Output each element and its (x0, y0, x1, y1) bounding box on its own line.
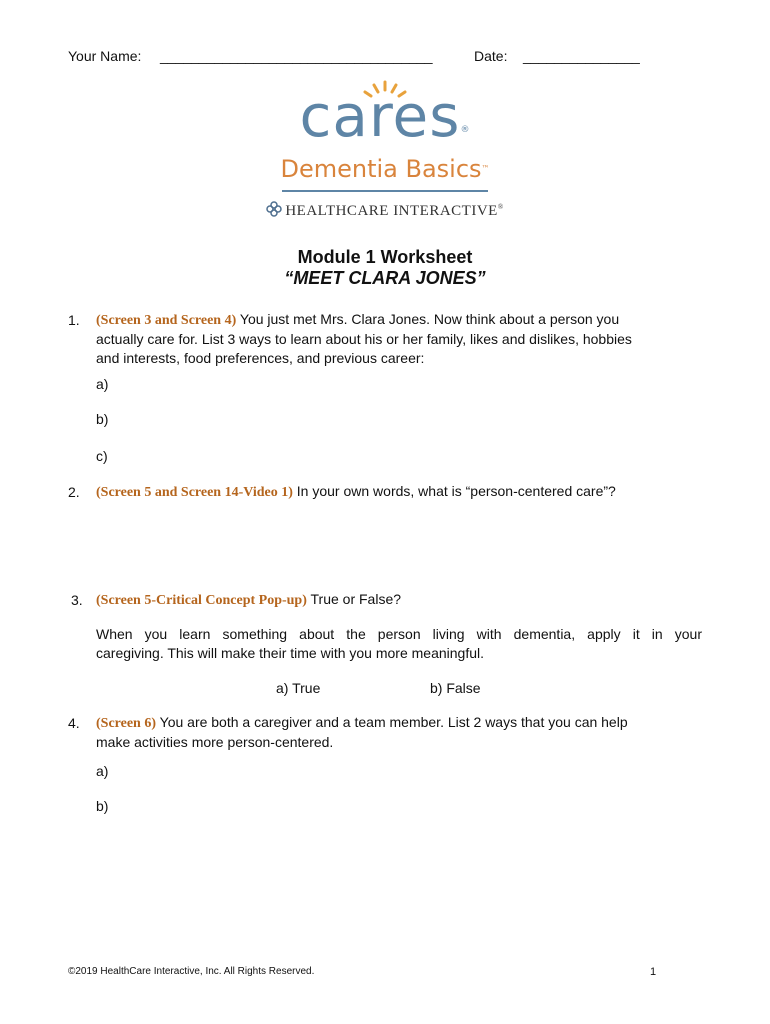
answer-option[interactable]: b) (96, 798, 109, 814)
question-4: (Screen 6) You are both a caregiver and a team member. List 2 ways that you can help make activities more person-centered. (96, 714, 628, 750)
logo-divider (282, 190, 488, 192)
date-label: Date: (474, 48, 508, 64)
question-number: 1. (68, 312, 80, 328)
screen-reference: (Screen 6) (96, 716, 156, 731)
page-number: 1 (650, 966, 657, 978)
date-line[interactable]: _______________ (523, 48, 640, 64)
name-line[interactable]: ___________________________________ (160, 48, 433, 64)
answer-option[interactable]: c) (96, 448, 108, 464)
brand-logo: cares® (299, 82, 471, 150)
copyright-notice: ©2019 HealthCare Interactive, Inc. All Rights Reserved. (68, 966, 315, 977)
answer-option[interactable]: a) (96, 376, 109, 392)
question-number: 4. (68, 715, 80, 731)
question-2: (Screen 5 and Screen 14-Video 1) In your own words, what is “person-centered care”? (96, 483, 616, 500)
screen-reference: (Screen 3 and Screen 4) (96, 313, 237, 328)
answer-option[interactable]: b) (96, 411, 109, 427)
worksheet-title: Module 1 Worksheet (297, 247, 473, 267)
choice-false[interactable]: b) False (430, 680, 481, 696)
question-number: 3. (71, 592, 83, 608)
choice-true[interactable]: a) True (276, 680, 321, 696)
question-1: (Screen 3 and Screen 4) You just met Mrs. Clara Jones. Now think about a person you actually care for. List 3 ways to learn about his or her family, likes and dislikes, hobbies and interests, food preferences, and previous career: (96, 311, 632, 366)
true-false-statement: When you learn something about the person living with dementia, apply it in your caregiving. This will make their time with you more meaningful. (96, 626, 702, 661)
company-logo: HEALTHCARE INTERACTIVE® (0, 201, 770, 220)
worksheet-subtitle: “MEET CLARA JONES” (284, 268, 486, 288)
flower-icon (266, 201, 282, 217)
question-number: 2. (68, 484, 80, 500)
product-name: Dementia Basics™ (280, 155, 490, 183)
screen-reference: (Screen 5 and Screen 14-Video 1) (96, 485, 293, 500)
question-3: (Screen 5-Critical Concept Pop-up) True or False? (96, 591, 402, 608)
name-label: Your Name: (68, 48, 142, 64)
screen-reference: (Screen 5-Critical Concept Pop-up) (96, 593, 307, 608)
answer-option[interactable]: a) (96, 763, 109, 779)
